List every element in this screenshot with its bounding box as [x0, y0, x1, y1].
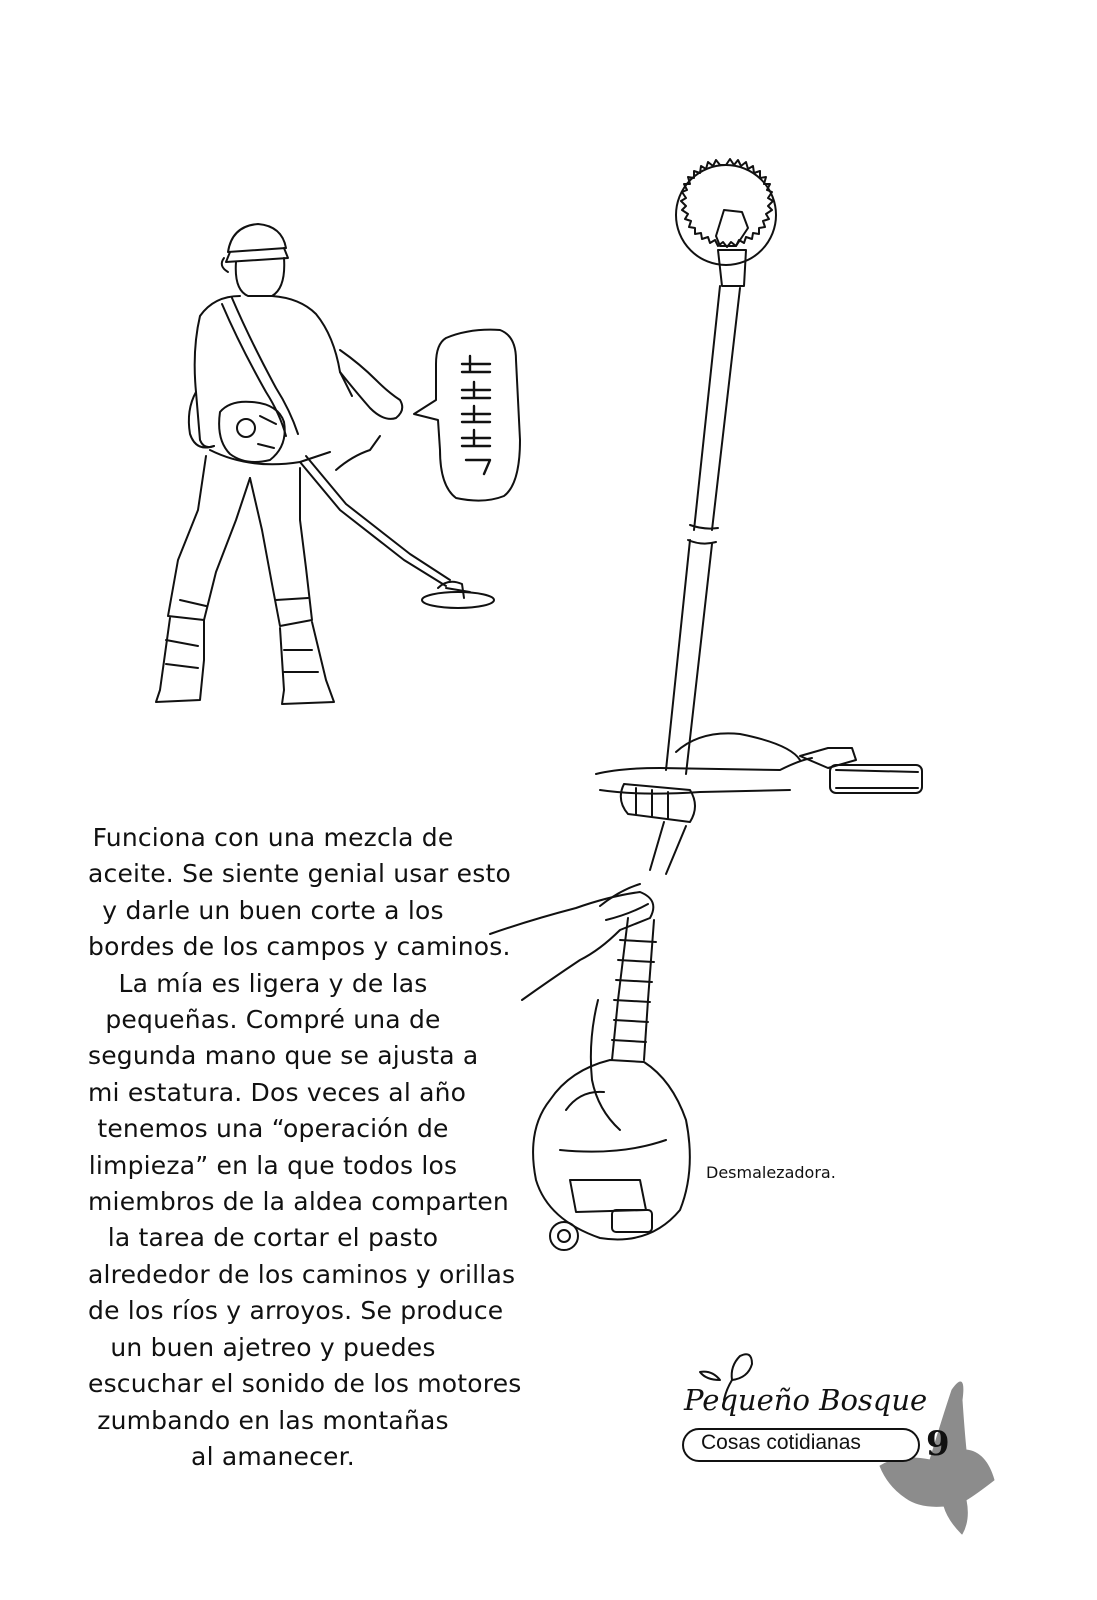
tool-caption: Desmalezadora. — [706, 1163, 836, 1182]
narration-paragraph — [88, 820, 522, 1475]
narration-line: Funciona con una mezcla de — [92, 823, 454, 852]
page-number: 9 — [926, 1424, 950, 1464]
narration-line: mi estatura. Dos veces al año — [88, 1077, 467, 1107]
narration-line: escuchar el sonido de los motores — [88, 1369, 522, 1399]
narration-line: bordes de los campos y caminos. — [88, 932, 511, 962]
narration-line: segunda mano que se ajusta a — [88, 1041, 479, 1071]
narration-line: un buen ajetreo y puedes — [110, 1332, 436, 1362]
narration-line: aceite. Se siente genial usar esto — [88, 859, 511, 889]
speech-balloon — [414, 330, 520, 501]
series-title: Pequeño Bosque — [684, 1383, 928, 1417]
narration-line: La mía es ligera y de las — [118, 968, 428, 998]
narration-line: al amanecer. — [191, 1441, 355, 1471]
worker-figure — [156, 224, 494, 704]
narration-line: pequeñas. Compré una de — [105, 1005, 441, 1035]
narration-line: alrededor de los caminos y orillas — [88, 1259, 516, 1289]
narration-line: limpieza” en la que todos los — [88, 1150, 458, 1180]
brush-cutter — [490, 159, 922, 1250]
narration-line: miembros de la aldea comparten — [88, 1187, 509, 1217]
narration-line: zumbando en las montañas — [97, 1405, 449, 1435]
series-subtitle: Cosas cotidianas — [701, 1431, 861, 1454]
narration-line: y darle un buen corte a los — [102, 895, 444, 925]
narration-line: tenemos una “operación de — [97, 1114, 449, 1144]
narration-line: de los ríos y arroyos. Se produce — [88, 1296, 504, 1326]
narration-line: la tarea de cortar el pasto — [107, 1223, 439, 1253]
